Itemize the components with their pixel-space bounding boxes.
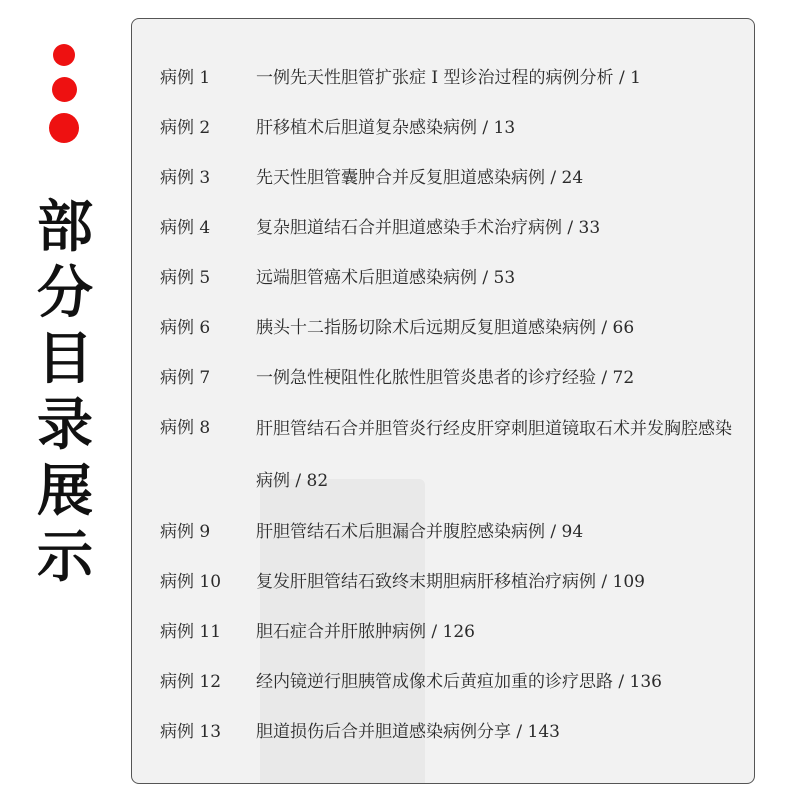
case-title: 一例急性梗阻性化脓性胆管炎患者的诊疗经验 (256, 368, 596, 388)
case-title: 一例先天性胆管扩张症 I 型诊治过程的病例分析 (256, 68, 614, 88)
toc-entry (132, 253, 754, 303)
case-title: 经内镜逆行胆胰管成像术后黄疸加重的诊疗思路 (256, 672, 613, 692)
page-number: / 82 (295, 471, 329, 491)
case-label: 病例 3 (160, 168, 211, 188)
case-title: 胆石症合并肝脓肿病例 (256, 622, 426, 642)
toc-page (131, 18, 755, 784)
case-label: 病例 11 (160, 622, 222, 642)
page-number: / 143 (516, 722, 560, 742)
case-label: 病例 4 (160, 218, 211, 238)
page-number: / 126 (431, 622, 475, 642)
case-title: 胆道损伤后合并胆道感染病例分享 (256, 722, 511, 742)
case-title: 复杂胆道结石合并胆道感染手术治疗病例 (256, 218, 562, 238)
case-title: 肝移植术后胆道复杂感染病例 (256, 118, 477, 138)
case-title: 复发肝胆管结石致终末期胆病肝移植治疗病例 (256, 572, 596, 592)
case-label: 病例 12 (160, 672, 222, 692)
case-label: 病例 7 (160, 368, 211, 388)
case-label: 病例 6 (160, 318, 211, 338)
decorative-dots (47, 44, 81, 154)
case-label: 病例 8 (160, 418, 211, 438)
red-dot-icon (52, 77, 77, 102)
toc-entry (132, 153, 754, 203)
case-label: 病例 2 (160, 118, 211, 138)
page-number: / 66 (601, 318, 635, 338)
case-title: 肝胆管结石术后胆漏合并腹腔感染病例 (256, 522, 545, 542)
page-number: / 1 (618, 68, 641, 88)
toc-entry (132, 657, 754, 707)
toc-entry (132, 607, 754, 657)
case-label: 病例 9 (160, 522, 211, 542)
toc-entry (132, 53, 754, 103)
case-label: 病例 1 (160, 68, 211, 88)
toc-entry (132, 507, 754, 557)
red-dot-icon (53, 44, 75, 66)
toc-entry (132, 303, 754, 353)
page-number: / 136 (618, 672, 662, 692)
page-number: / 13 (482, 118, 516, 138)
side-title: 部分目录展示 (37, 195, 93, 590)
case-label: 病例 5 (160, 268, 211, 288)
case-title: 胰头十二指肠切除术后远期反复胆道感染病例 (256, 318, 596, 338)
toc-entry (132, 707, 754, 757)
page-number: / 53 (482, 268, 516, 288)
case-title: 先天性胆管囊肿合并反复胆道感染病例 (256, 168, 545, 188)
case-label: 病例 10 (160, 572, 222, 592)
red-dot-icon (49, 113, 79, 143)
case-label: 病例 13 (160, 722, 222, 742)
page-number: / 24 (550, 168, 584, 188)
page-number: / 94 (550, 522, 584, 542)
case-title: 远端胆管癌术后胆道感染病例 (256, 268, 477, 288)
toc-entry (132, 103, 754, 153)
page-number: / 109 (601, 572, 645, 592)
page-number: / 33 (567, 218, 601, 238)
case-title: 肝胆管结石合并胆管炎行经皮肝穿刺胆道镜取石术并发胸腔感染病例 (256, 419, 732, 491)
toc-entry (132, 353, 754, 403)
toc-entry (132, 203, 754, 253)
toc-list (132, 53, 754, 757)
toc-entry (132, 403, 754, 507)
toc-entry (132, 557, 754, 607)
page-number: / 72 (601, 368, 635, 388)
